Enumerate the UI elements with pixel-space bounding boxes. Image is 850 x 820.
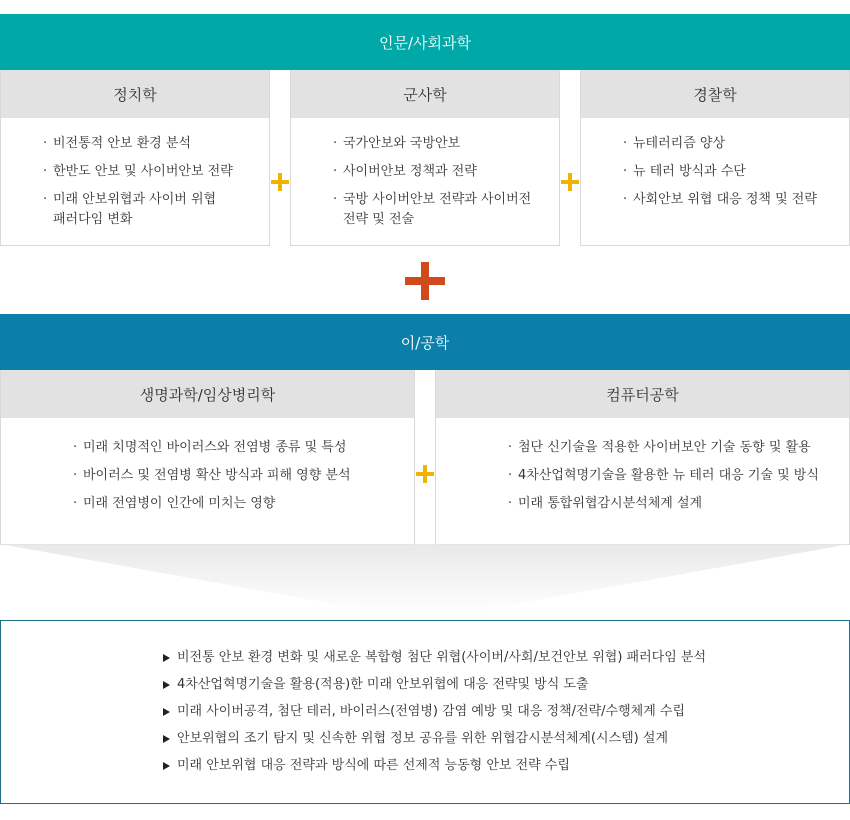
humanities-section-header [0, 14, 850, 70]
card-military-science [290, 70, 560, 246]
card-police-science [580, 70, 850, 246]
triangle-right-icon [163, 735, 170, 743]
card-title: 군사학 [291, 70, 559, 118]
card-computer-engineering [435, 370, 850, 545]
plus-icon [561, 173, 579, 191]
list-item: · 국가안보와 국방안보 [333, 134, 559, 154]
summary-text: 4차산업혁명기술을 활용(적용)한 미래 안보위협에 대응 전략및 방식 도출 [177, 677, 589, 692]
science-section-title: 이/공학 [400, 333, 450, 352]
list-item: · 한반도 안보 및 사이버안보 전략 [43, 162, 269, 182]
list-item: · 국방 사이버안보 전략과 사이버전 전략 및 전술 [333, 190, 559, 230]
list-item: · 4차산업혁명기술을 활용한 뉴 테러 대응 기술 및 방식 [508, 466, 849, 486]
summary-item [163, 647, 706, 669]
list-item: · 미래 안보위협과 사이버 위협 패러다임 변화 [43, 190, 269, 230]
summary-text: 비전통 안보 환경 변화 및 새로운 복합형 첨단 위협(사이버/사회/보건안보 위협) 패러다임 분석 [177, 650, 707, 665]
card-political-science [0, 70, 270, 246]
list-item: · 첨단 신기술을 적용한 사이버보안 기술 동향 및 활용 [508, 438, 849, 458]
humanities-section-title: 인문/사회과학 [379, 33, 471, 52]
card-title: 정치학 [1, 70, 269, 118]
list-item: · 미래 전염병이 인간에 미치는 영향 [73, 494, 414, 514]
science-section-header [0, 314, 850, 370]
summary-item [163, 755, 706, 777]
summary-text: 미래 사이버공격, 첨단 테러, 바이러스(전염병) 감염 예방 및 대응 정책/전략/수행체계 수립 [177, 704, 686, 719]
card-title: 경찰학 [581, 70, 849, 118]
plus-icon [416, 465, 434, 483]
summary-box [0, 620, 850, 804]
list-item: · 뉴테러리즘 양상 [623, 134, 849, 154]
list-item: · 미래 치명적인 바이러스와 전염병 종류 및 특성 [73, 438, 414, 458]
big-plus-icon [405, 262, 445, 300]
list-item: · 비전통적 안보 환경 분석 [43, 134, 269, 154]
list-item: · 사회안보 위협 대응 정책 및 전략 [623, 190, 849, 210]
card-title: 컴퓨터공학 [436, 370, 849, 418]
summary-item [163, 701, 706, 723]
summary-text: 미래 안보위협 대응 전략과 방식에 따른 선제적 능동형 안보 전략 수립 [177, 758, 570, 773]
summary-item [163, 674, 706, 696]
funnel-connector [0, 544, 850, 614]
list-item: · 사이버안보 정책과 전략 [333, 162, 559, 182]
triangle-right-icon [163, 681, 170, 689]
plus-icon [271, 173, 289, 191]
list-item: · 바이러스 및 전염병 확산 방식과 피해 영향 분석 [73, 466, 414, 486]
list-item: · 미래 통합위협감시분석체계 설계 [508, 494, 849, 514]
card-life-science [0, 370, 415, 545]
summary-text: 안보위협의 조기 탐지 및 신속한 위협 정보 공유를 위한 위협감시분석체계(시스템) 설계 [177, 731, 668, 746]
triangle-right-icon [163, 762, 170, 770]
list-item: · 뉴 테러 방식과 수단 [623, 162, 849, 182]
card-title: 생명과학/임상병리학 [1, 370, 414, 418]
summary-item [163, 728, 706, 750]
triangle-right-icon [163, 708, 170, 716]
triangle-right-icon [163, 654, 170, 662]
